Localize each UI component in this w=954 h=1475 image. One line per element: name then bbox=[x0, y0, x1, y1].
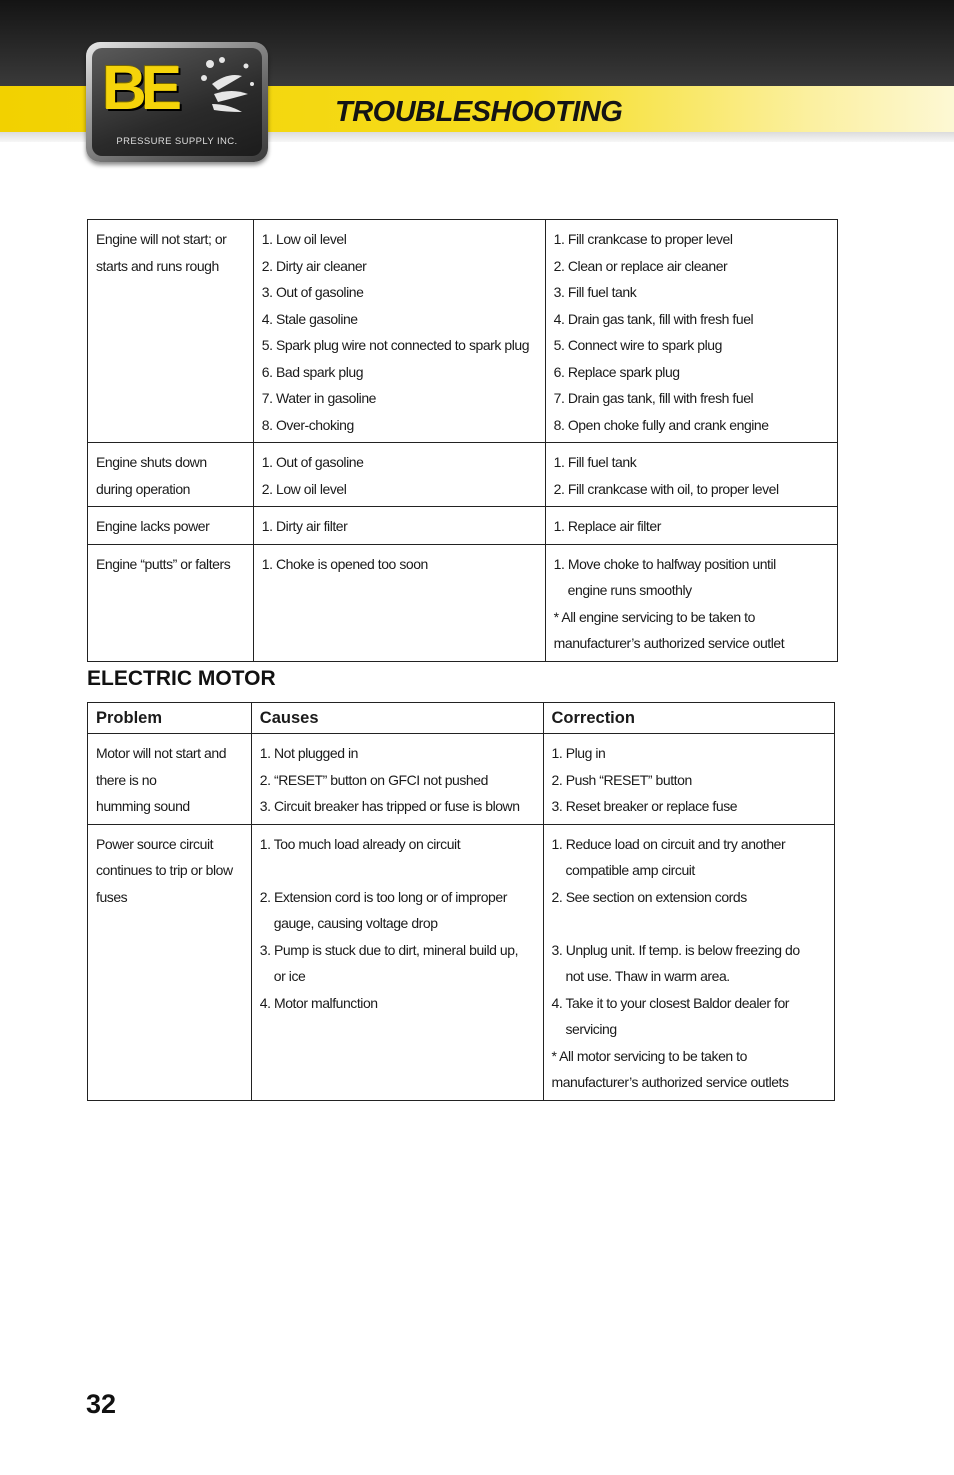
text-line: gauge, causing voltage drop bbox=[273, 915, 438, 931]
text-line: 3. Out of gasoline bbox=[261, 284, 364, 300]
text-line: not use. Thaw in warm area. bbox=[565, 968, 730, 984]
cell-problem bbox=[88, 507, 254, 545]
cell-problem bbox=[88, 734, 252, 825]
cell-causes bbox=[251, 734, 543, 825]
cell-text bbox=[554, 449, 829, 502]
text-line: 7. Drain gas tank, fill with fresh fuel bbox=[553, 390, 754, 406]
cell-problem bbox=[88, 443, 254, 507]
text-line: 3. Reset breaker or replace fuse bbox=[551, 798, 738, 814]
text-line: 2. Extension cord is too long or of improper bbox=[259, 888, 507, 905]
text-line: 6. Bad spark plug bbox=[261, 363, 364, 380]
table-header-row bbox=[88, 703, 835, 734]
text-line: 1. Replace air filter bbox=[553, 518, 661, 534]
cell-problem bbox=[88, 220, 254, 443]
cell-causes bbox=[253, 443, 545, 507]
text-line: Power source circuit bbox=[96, 835, 214, 852]
text-line: 1. Fill fuel tank bbox=[553, 454, 637, 470]
cell-causes bbox=[253, 544, 545, 661]
text-line: 1. Too much load already on circuit bbox=[259, 835, 461, 852]
cell-correction bbox=[543, 734, 835, 825]
text-line: * All motor servicing to be taken to bbox=[551, 1047, 747, 1064]
text-line: 4. Stale gasoline bbox=[261, 310, 358, 327]
text-line: there is no bbox=[96, 771, 157, 788]
text-line: or ice bbox=[273, 968, 306, 984]
text-line: 2. Dirty air cleaner bbox=[261, 257, 367, 274]
water-splash-icon bbox=[198, 54, 258, 124]
text-line: fuses bbox=[96, 888, 128, 905]
cell-text bbox=[96, 449, 245, 502]
text-line: 5. Connect wire to spark plug bbox=[553, 337, 722, 353]
table-row bbox=[88, 443, 838, 507]
text-line: 7. Water in gasoline bbox=[261, 390, 376, 406]
cell-text bbox=[262, 513, 537, 540]
text-line: 5. Spark plug wire not connected to spark plug bbox=[261, 337, 530, 353]
text-line: manufacturer’s authorized service outlet bbox=[553, 635, 785, 651]
logo-badge bbox=[92, 48, 262, 156]
text-line: Engine “putts” or falters bbox=[96, 555, 231, 572]
text-line: 3. Pump is stuck due to dirt, mineral build up, bbox=[259, 941, 519, 958]
text-line: * All engine servicing to be taken to bbox=[553, 608, 755, 625]
section-title: ELECTRIC MOTOR bbox=[87, 667, 276, 690]
table-row bbox=[88, 824, 835, 1100]
cell-text bbox=[262, 551, 537, 578]
page-number: 32 bbox=[86, 1389, 117, 1419]
cell-text bbox=[96, 226, 245, 279]
text-line: 8. Over-choking bbox=[261, 416, 354, 433]
cell-text bbox=[260, 740, 535, 820]
text-line: manufacturer’s authorized service outlets bbox=[551, 1074, 789, 1090]
text-line: 2. Low oil level bbox=[261, 480, 347, 497]
text-line: 2. Fill crankcase with oil, to proper level bbox=[553, 480, 779, 497]
text-line: starts and runs rough bbox=[96, 257, 219, 274]
engine-table-body bbox=[88, 220, 838, 662]
text-line: 6. Replace spark plug bbox=[553, 363, 680, 380]
cell-causes bbox=[253, 507, 545, 545]
cell-correction bbox=[545, 544, 837, 661]
cell-correction bbox=[545, 220, 837, 443]
text-line: 1. Choke is opened too soon bbox=[261, 555, 428, 572]
text-line: 4. Motor malfunction bbox=[259, 994, 378, 1011]
text-line: 2. Push “RESET” button bbox=[551, 771, 692, 788]
engine-troubleshooting-table bbox=[87, 219, 838, 662]
blank-line bbox=[260, 857, 535, 884]
table-row bbox=[88, 220, 838, 443]
text-line: Engine lacks power bbox=[96, 518, 210, 534]
text-line: 2. See section on extension cords bbox=[551, 888, 747, 905]
text-line: Engine will not start; or bbox=[96, 231, 227, 247]
cell-text bbox=[96, 551, 245, 578]
table-row bbox=[88, 507, 838, 545]
cell-problem bbox=[88, 824, 252, 1100]
logo-letters: BE bbox=[102, 54, 177, 123]
text-line: 3. Circuit breaker has tripped or fuse is blown bbox=[259, 798, 520, 814]
blank-line bbox=[552, 910, 827, 937]
text-line: 2. “RESET” button on GFCI not pushed bbox=[259, 771, 488, 788]
text-line: 3. Fill fuel tank bbox=[553, 284, 637, 300]
cell-causes bbox=[251, 824, 543, 1100]
page-title: TROUBLESHOOTING bbox=[335, 96, 623, 128]
text-line: servicing bbox=[565, 1021, 617, 1037]
logo-company-name: PRESSURE SUPPLY INC. bbox=[116, 136, 238, 147]
electric-table-body bbox=[88, 734, 835, 1101]
text-line: continues to trip or blow bbox=[96, 862, 233, 878]
text-line: 1. Out of gasoline bbox=[261, 454, 364, 470]
text-line: 1. Move choke to halfway position until bbox=[553, 555, 776, 572]
header-correction: Correction bbox=[543, 703, 835, 734]
text-line: 1. Dirty air filter bbox=[261, 518, 348, 534]
cell-causes bbox=[253, 220, 545, 443]
text-line: Engine shuts down bbox=[96, 454, 207, 470]
text-line: engine runs smoothly bbox=[567, 582, 692, 598]
text-line: 1. Low oil level bbox=[261, 231, 347, 247]
cell-text bbox=[96, 740, 243, 820]
cell-text bbox=[262, 226, 537, 438]
table-row bbox=[88, 734, 835, 825]
cell-problem bbox=[88, 544, 254, 661]
cell-text bbox=[554, 513, 829, 540]
text-line: during operation bbox=[96, 480, 190, 497]
electric-motor-table bbox=[87, 702, 835, 1101]
cell-text bbox=[260, 831, 535, 1017]
cell-correction bbox=[545, 507, 837, 545]
cell-text bbox=[554, 226, 829, 438]
table-row bbox=[88, 544, 838, 661]
text-line: 8. Open choke fully and crank engine bbox=[553, 416, 769, 433]
cell-text bbox=[96, 831, 243, 911]
cell-correction bbox=[545, 443, 837, 507]
text-line: Motor will not start and bbox=[96, 745, 227, 761]
text-line: 3. Unplug unit. If temp. is below freezing do bbox=[551, 941, 800, 958]
text-line: 1. Not plugged in bbox=[259, 745, 359, 761]
text-line: 1. Plug in bbox=[551, 745, 606, 761]
text-line: 4. Take it to your closest Baldor dealer for bbox=[551, 994, 790, 1011]
cell-correction bbox=[543, 824, 835, 1100]
text-line: compatible amp circuit bbox=[565, 862, 695, 878]
cell-text bbox=[552, 740, 827, 820]
header-problem: Problem bbox=[88, 703, 252, 734]
text-line: 2. Clean or replace air cleaner bbox=[553, 257, 728, 274]
header-causes: Causes bbox=[251, 703, 543, 734]
cell-text bbox=[262, 449, 537, 502]
company-logo bbox=[86, 42, 268, 162]
text-line: 4. Drain gas tank, fill with fresh fuel bbox=[553, 310, 754, 327]
text-line: humming sound bbox=[96, 798, 190, 814]
cell-text bbox=[552, 831, 827, 1096]
cell-text bbox=[96, 513, 245, 540]
cell-text bbox=[554, 551, 829, 657]
text-line: 1. Fill crankcase to proper level bbox=[553, 231, 733, 247]
text-line: 1. Reduce load on circuit and try another bbox=[551, 835, 786, 852]
